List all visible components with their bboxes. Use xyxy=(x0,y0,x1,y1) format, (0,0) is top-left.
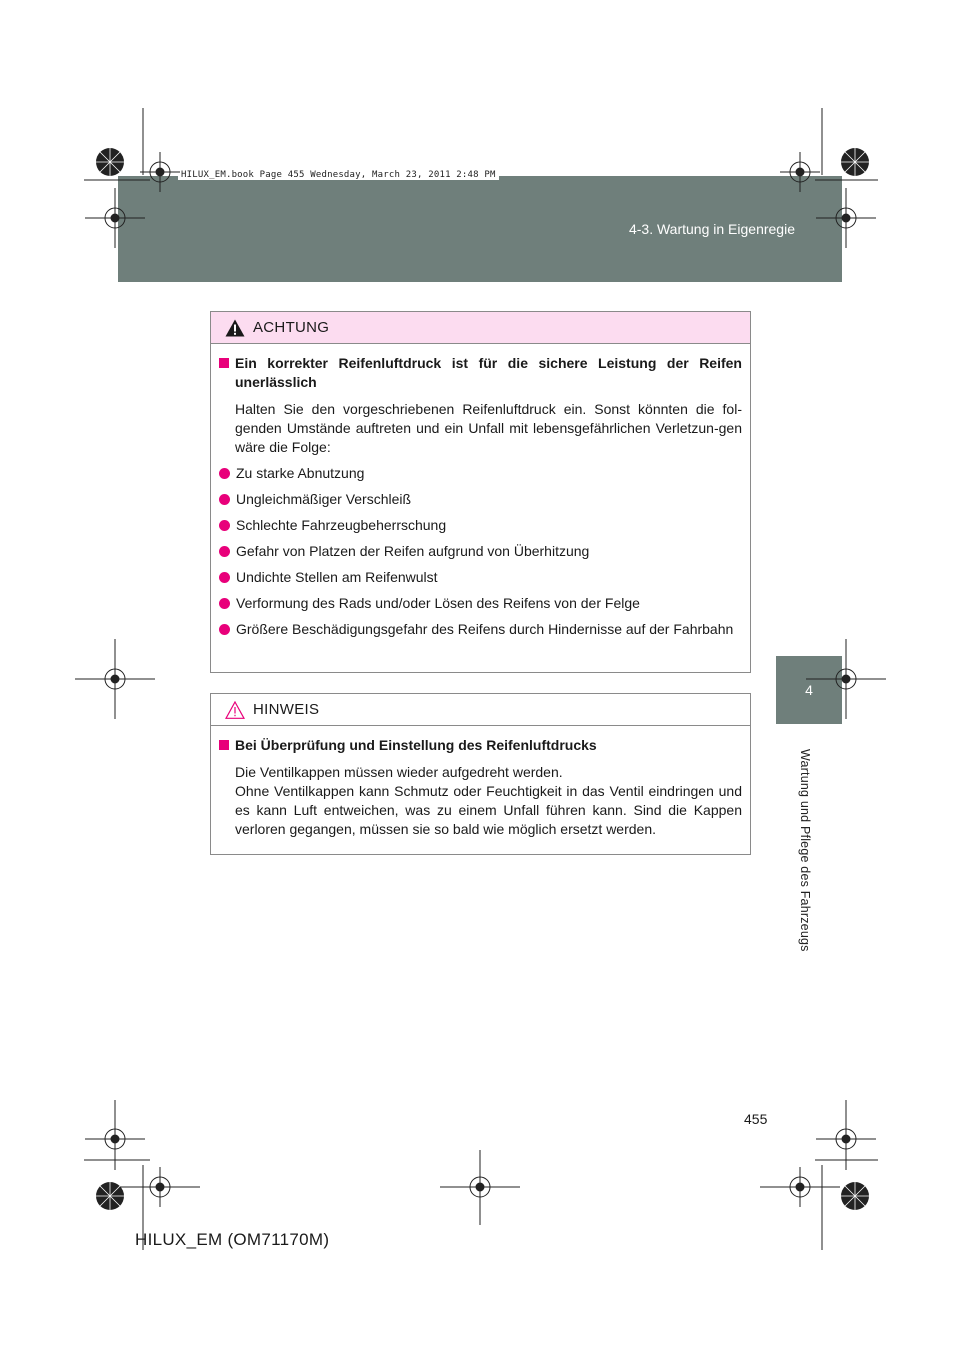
warning-label: ACHTUNG xyxy=(253,319,330,336)
section-title: 4-3. Wartung in Eigenregie xyxy=(628,221,795,237)
square-bullet-icon xyxy=(219,358,229,368)
chapter-tab xyxy=(776,656,842,724)
list-item: Verformung des Rads und/oder Lösen des Reifens von der Felge xyxy=(219,594,742,613)
warning-triangle-icon xyxy=(225,319,245,337)
list-item: Zu starke Abnutzung xyxy=(219,464,742,483)
notice-box xyxy=(210,693,751,855)
square-bullet-icon xyxy=(219,740,229,750)
list-item: Gefahr von Platzen der Reifen aufgrund von Überhitzung xyxy=(219,542,742,561)
list-item: Größere Beschädigungsgefahr des Reifens durch Hindernisse auf der Fahrbahn xyxy=(219,620,742,639)
bullet-dot-icon xyxy=(219,598,230,609)
list-item: Ungleichmäßiger Verschleiß xyxy=(219,490,742,509)
bullet-dot-icon xyxy=(219,546,230,557)
warning-list xyxy=(219,464,742,639)
notice-line-1: Die Ventilkappen müssen wieder aufgedreht werden. xyxy=(235,764,563,780)
warning-heading: Ein korrekter Reifenluftdruck ist für die sichere Leistung der Reifen unerlässlich xyxy=(219,354,742,392)
file-stamp: HILUX_EM.book Page 455 Wednesday, March 23, 2011 2:48 PM xyxy=(178,170,499,180)
warning-box xyxy=(210,311,751,673)
bullet-dot-icon xyxy=(219,468,230,479)
warning-intro: Halten Sie den vorgeschriebenen Reifenluftdruck ein. Sonst könnten die fol-genden Umstände auftreten und ein Unfall mit lebensgefährlichen Verletzun-gen wäre die Folge: xyxy=(235,401,742,455)
bullet-dot-icon xyxy=(219,520,230,531)
bullet-dot-icon xyxy=(219,494,230,505)
chapter-title: Wartung und Pflege des Fahrzeugs xyxy=(798,748,812,952)
document-code: HILUX_EM (OM71170M) xyxy=(135,1230,330,1249)
bullet-dot-icon xyxy=(219,624,230,635)
notice-header xyxy=(211,694,750,726)
caution-triangle-icon xyxy=(225,701,245,719)
chapter-number: 4 xyxy=(805,682,813,698)
bullet-dot-icon xyxy=(219,572,230,583)
list-item: Schlechte Fahrzeugbeherrschung xyxy=(219,516,742,535)
warning-header xyxy=(211,312,750,344)
list-item: Undichte Stellen am Reifenwulst xyxy=(219,568,742,587)
notice-line-2: Ohne Ventilkappen kann Schmutz oder Feuchtigkeit in das Ventil eindringen und es kann Luft entweichen, was zu einem Unfall führen kann. Sind die Kappen verloren gegangen, müssen sie so bald wie möglich ersetzt werden. xyxy=(235,783,742,837)
page-number: 455 xyxy=(744,1111,768,1127)
notice-label: HINWEIS xyxy=(253,701,320,718)
notice-heading: Bei Überprüfung und Einstellung des Reifenluftdrucks xyxy=(219,736,742,755)
